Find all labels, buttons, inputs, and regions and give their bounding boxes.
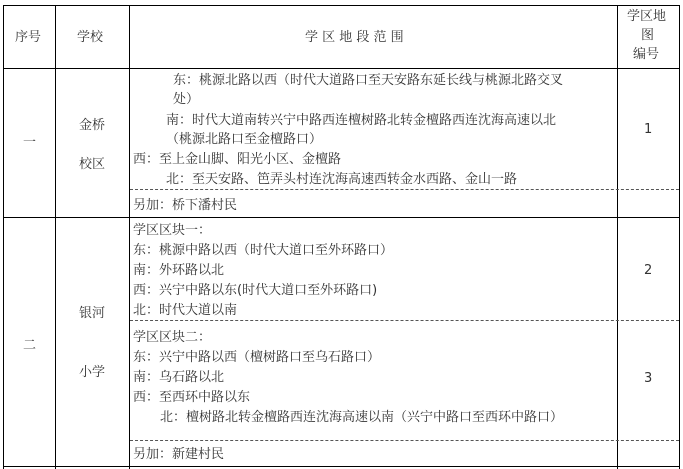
row2-block1-title: 学区区块一： — [133, 223, 212, 238]
grid-line-col2 — [129, 5, 130, 469]
header-map-no-line1: 学区地 — [627, 9, 667, 24]
dashed-line-row2-block — [130, 320, 679, 321]
grid-line-right — [679, 5, 680, 469]
header-school: 学校 — [77, 30, 104, 45]
grid-line-col1 — [55, 5, 56, 469]
row2-block1-north: 北：时代大道以南 — [133, 303, 238, 318]
row2-block2-south: 南：乌石路以北 — [133, 370, 225, 385]
grid-line-left — [3, 5, 4, 469]
header-number: 序号 — [15, 30, 42, 45]
row2-extra: 另加：新建村民 — [133, 447, 225, 462]
row1-school-line1: 金桥 — [79, 118, 106, 133]
row1-range-south-cont: （桃源北路口至金檀路口） — [166, 132, 323, 147]
row1-map-number: 1 — [644, 122, 653, 137]
header-map-no-line3: 编号 — [633, 47, 660, 62]
dashed-line-row1-extra — [130, 189, 679, 190]
row2-block2-west: 西：至西环中路以东 — [133, 390, 251, 405]
row2-block1-south: 南：外环路以北 — [133, 263, 225, 278]
row2-school-line1: 银河 — [79, 306, 106, 321]
row1-number: 一 — [23, 135, 37, 150]
header-range: 学 区 地 段 范 围 — [305, 30, 404, 45]
row1-range-east-cont: 处） — [173, 92, 200, 107]
row2-block2-north: 北：檀树路北转金檀路西连沈海高速以南（兴宁中路口至西环中路口） — [160, 410, 564, 425]
row2-school-line2: 小学 — [79, 365, 106, 380]
row1-range-east: 东：桃源北路以西（时代大道路口至天安路东延长线与桃源北路交叉 — [173, 73, 564, 88]
grid-line-col3 — [617, 5, 618, 469]
row2-block1-west: 西：兴宁中路以东(时代大道口至外环路口) — [133, 283, 378, 298]
row1-extra: 另加：桥下潘村民 — [133, 198, 238, 213]
row2-block2-east: 东：兴宁中路以西（檀树路口至乌石路口） — [133, 350, 381, 365]
grid-line-bottom — [3, 466, 680, 467]
row1-school-line2: 校区 — [79, 157, 106, 172]
header-map-no-line2: 图 — [641, 28, 655, 43]
row2-block2-map-number: 3 — [644, 371, 653, 386]
row1-range-north: 北：至天安路、笆弄头村连沈海高速西转金水西路、金山一路 — [166, 172, 518, 187]
row1-range-south: 南：时代大道南转兴宁中路西连檀树路北转金檀路西连沈海高速以北 — [166, 113, 557, 128]
dashed-line-row2-extra — [130, 440, 679, 441]
row2-number: 二 — [23, 338, 37, 353]
grid-line-top — [3, 5, 680, 6]
grid-line-header-bottom — [3, 68, 680, 69]
row1-range-west: 西：至上金山脚、阳光小区、金檀路 — [133, 152, 342, 167]
row2-block1-east: 东：桃源中路以西（时代大道口至外环路口） — [133, 243, 394, 258]
row2-block2-title: 学区区块二： — [133, 330, 212, 345]
row2-block1-map-number: 2 — [644, 263, 653, 278]
grid-line-row1-bottom — [3, 217, 680, 218]
